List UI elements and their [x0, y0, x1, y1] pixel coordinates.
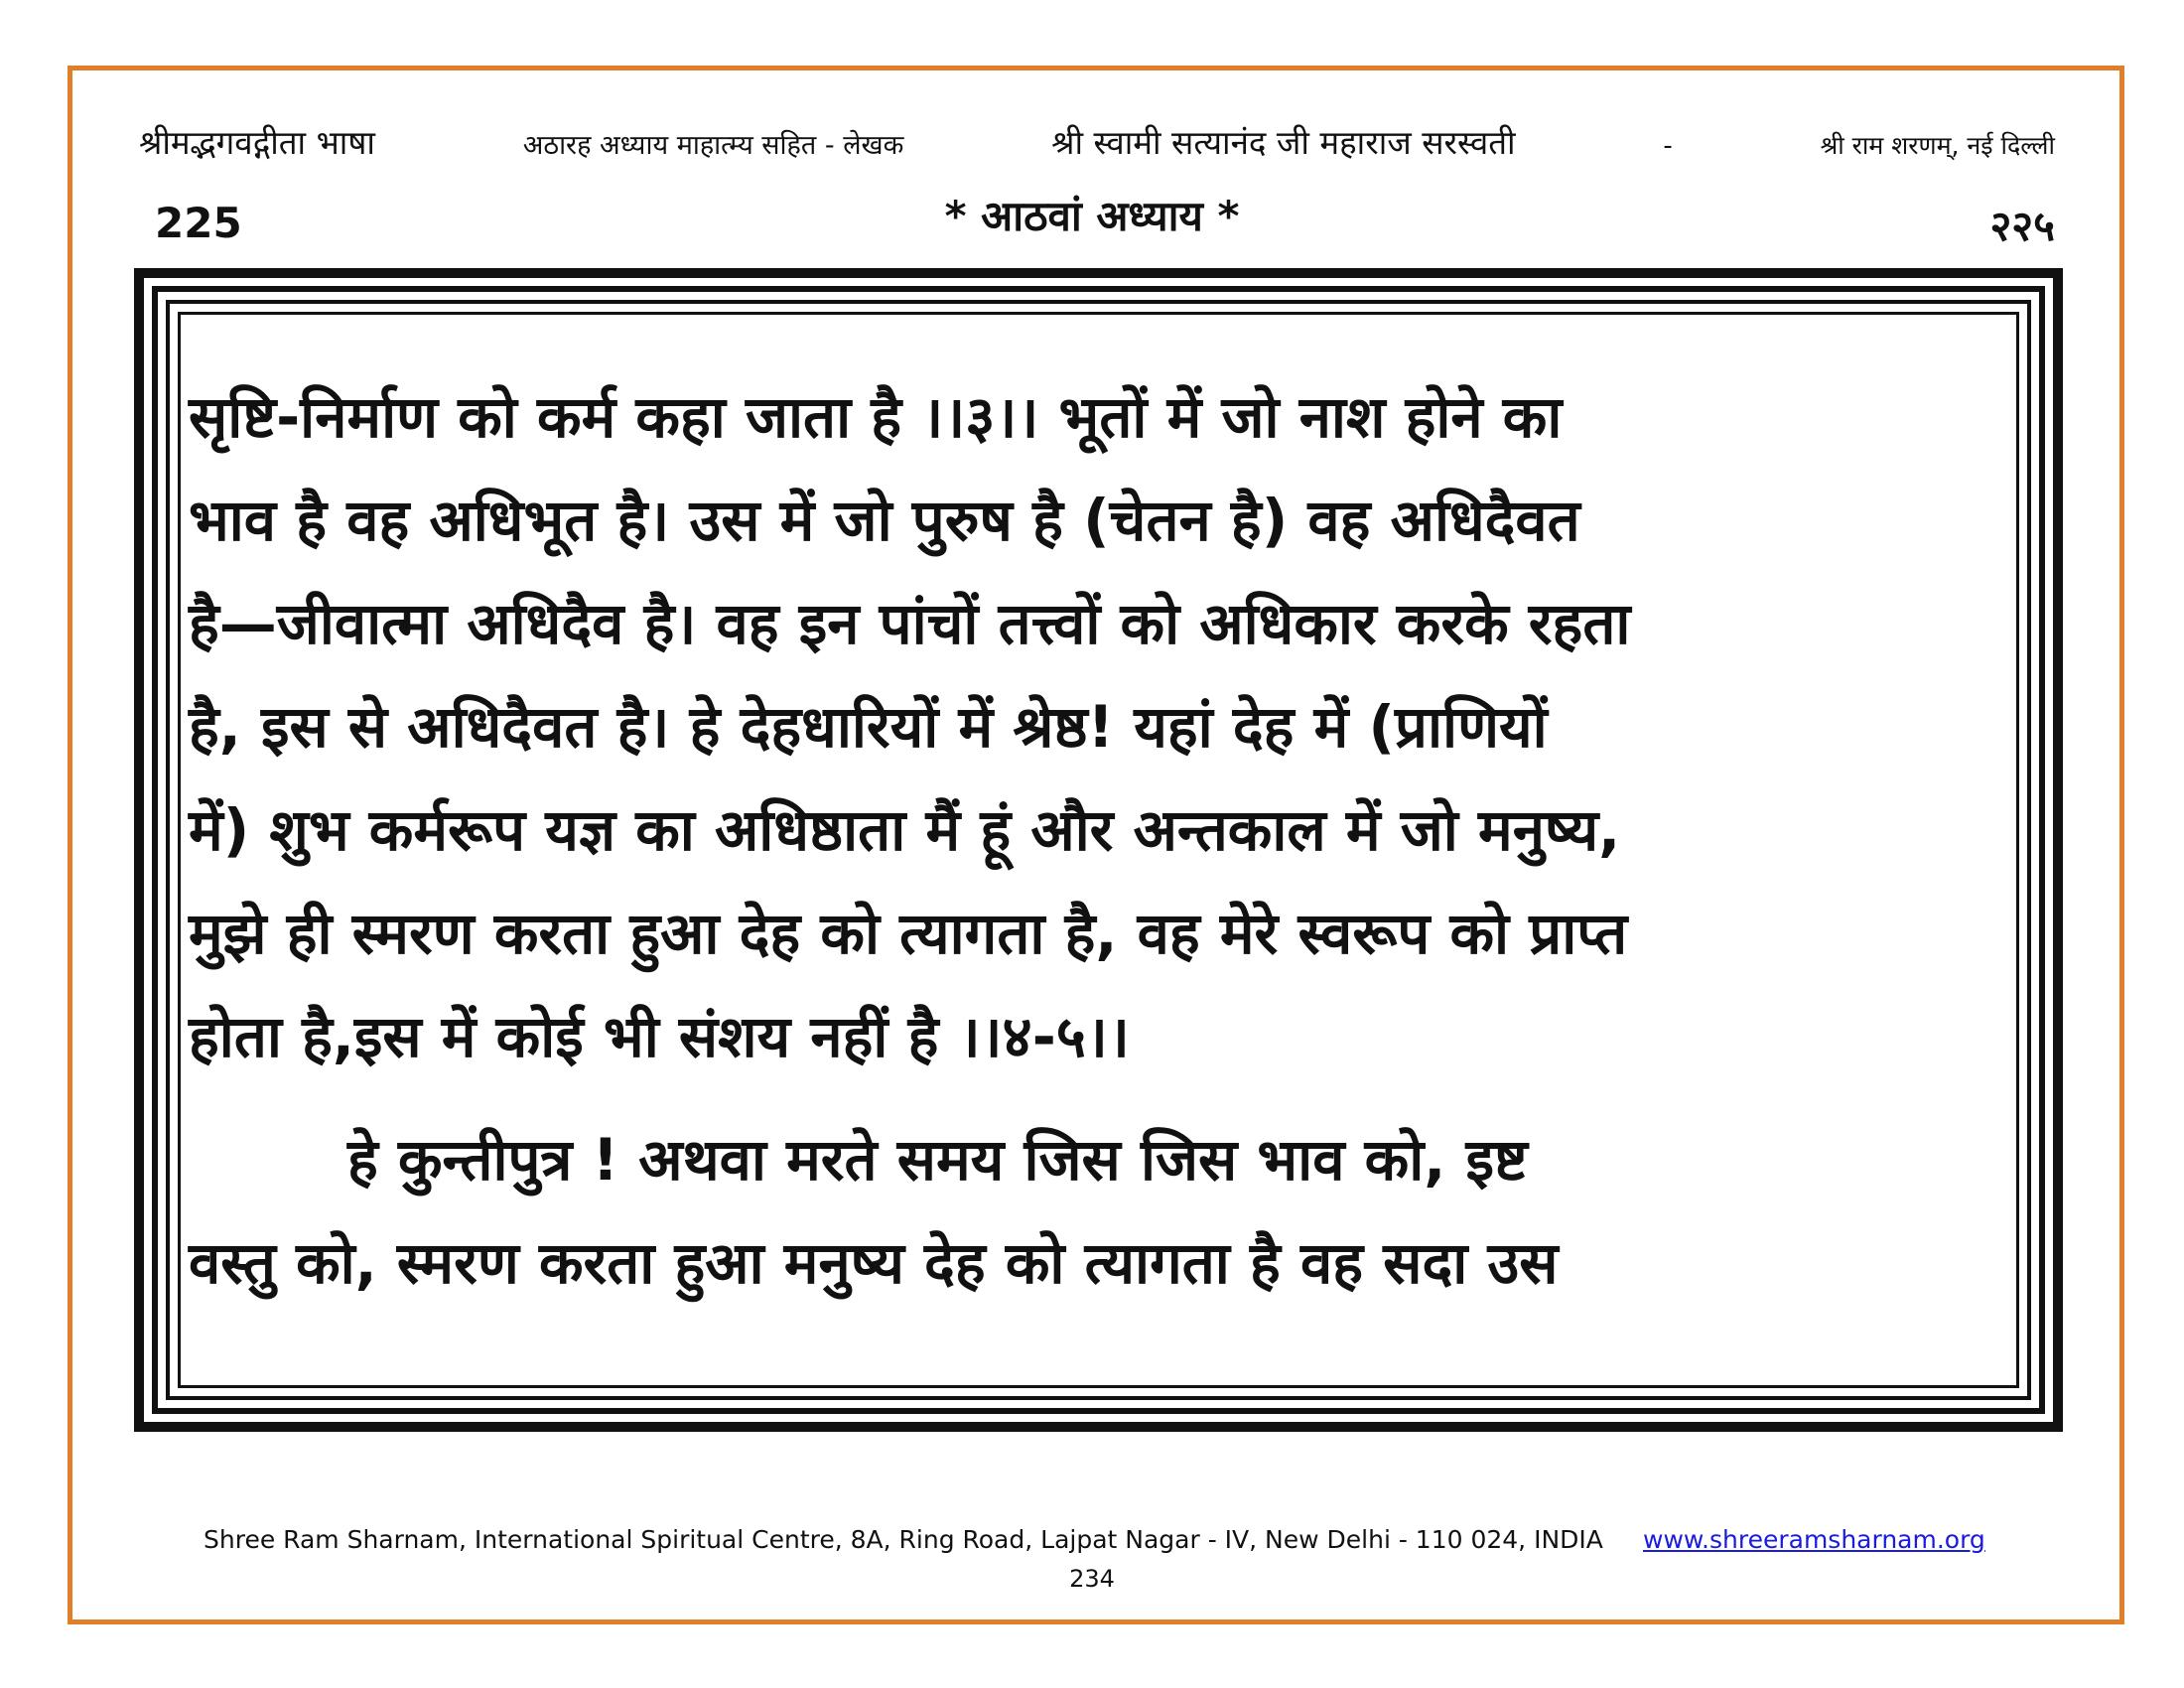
running-header [139, 119, 2055, 164]
book-title: श्रीमद्भगवद्गीता भाषा [139, 123, 375, 162]
page-number-arabic: 225 [155, 199, 242, 247]
body-text [189, 365, 1976, 1315]
text-line: है, इस से अधिदैवत है। हे देहधारियों में श्रेष्ठ! यहां देह में (प्राणियों [189, 693, 1548, 761]
text-line: मुझे ही स्मरण करता हुआ देह को त्यागता है, वह मेरे स्वरूप को प्राप्त [189, 900, 1628, 967]
book-subtitle: अठारह अध्याय माहात्म्य सहित - लेखक [522, 130, 904, 161]
text-line: भाव है वह अधिभूत है। उस में जो पुरुष है (चेतन है) वह अधिदैवत [189, 487, 1580, 554]
website-link[interactable]: www.shreeramsharnam.org [1643, 1525, 1985, 1554]
text-line: होता है,इस में कोई भी संशय नहीं है ।।४-५।। [189, 1003, 1130, 1070]
page-number-devanagari: २२५ [1989, 202, 2055, 250]
footer-address: Shree Ram Sharnam, International Spiritual Centre, 8A, Ring Road, Lajpat Nagar - IV, New Delhi - 110 024, INDIA [204, 1525, 1603, 1554]
header-separator: - [1663, 131, 1673, 161]
footer-page-number: 234 [1069, 1565, 1115, 1593]
text-line: हे कुन्तीपुत्र ! अथवा मरते समय जिस जिस भाव को, इष्ट [347, 1126, 1528, 1194]
chapter-title: * आठवां अध्याय * [944, 192, 1240, 240]
text-line: वस्तु को, स्मरण करता हुआ मनुष्य देह को त्यागता है वह सदा उस [189, 1229, 1559, 1297]
text-line: है—जीवात्मा अधिदैव है। वह इन पांचों तत्त्वों को अधिकार करके रहता [189, 590, 1631, 657]
publisher-place: श्री राम शरणम्, नई दिल्ली [1820, 131, 2055, 160]
text-line: में) शुभ कर्मरूप यज्ञ का अधिष्ठाता मैं हूं और अन्तकाल में जो मनुष्य, [189, 796, 1621, 864]
author-name: श्री स्वामी सत्यानंद जी महाराज सरस्वती [1051, 123, 1516, 162]
text-line: सृष्टि-निर्माण को कर्म कहा जाता है ।।३।। भूतों में जो नाश होने का [189, 383, 1563, 451]
